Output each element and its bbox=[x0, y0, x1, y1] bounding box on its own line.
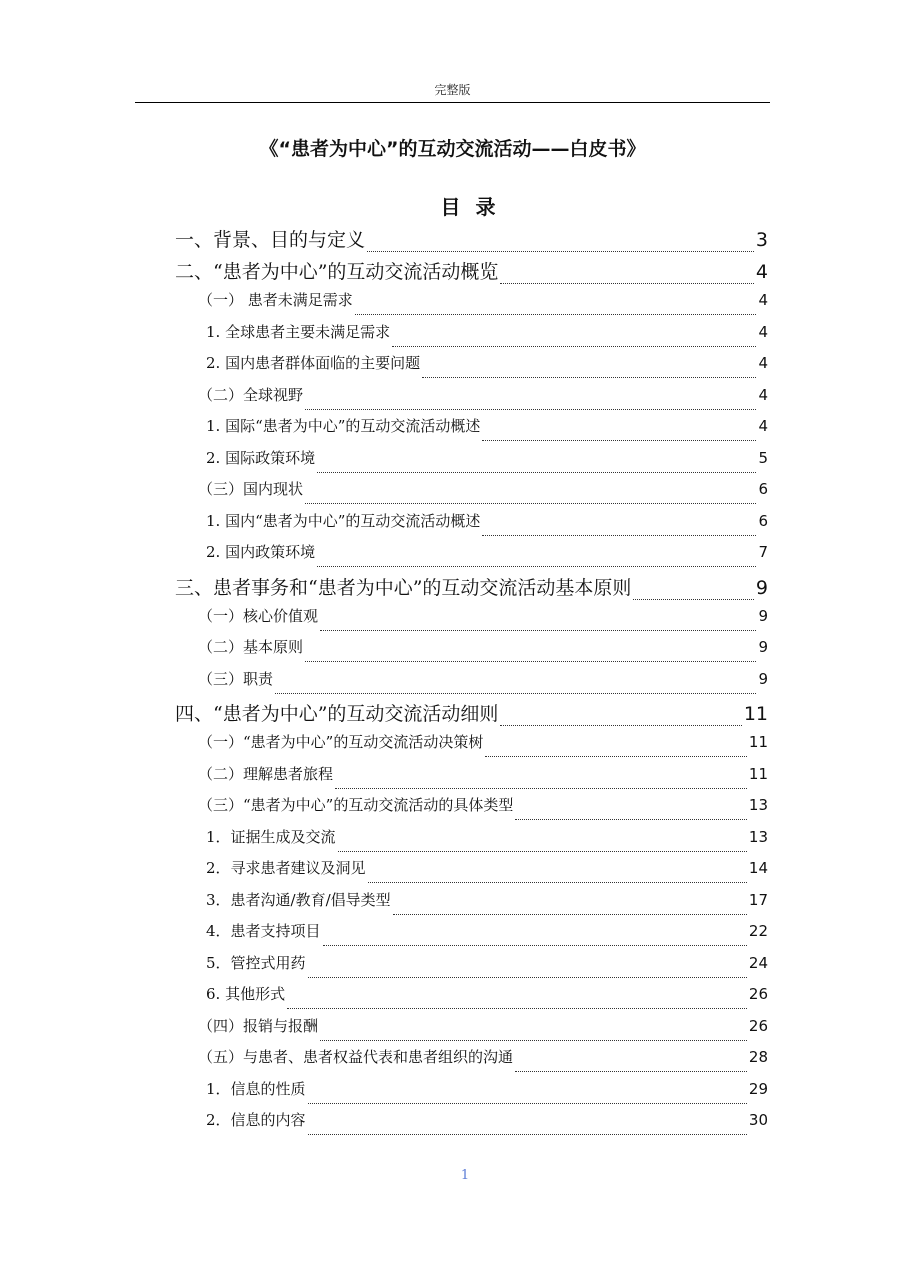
toc-entry-label: （二）基本原则 bbox=[198, 638, 304, 656]
toc-entry[interactable] bbox=[198, 794, 768, 825]
toc-dot-leader bbox=[320, 1040, 747, 1041]
page-number: 1 bbox=[460, 1168, 470, 1183]
toc-entry[interactable] bbox=[198, 731, 768, 762]
toc-entry-page: 11 bbox=[748, 764, 768, 783]
toc-entry[interactable] bbox=[198, 1046, 768, 1077]
toc-entry[interactable] bbox=[206, 352, 768, 383]
toc-entry-page: 13 bbox=[748, 827, 768, 846]
toc-entry-page: 3 bbox=[755, 229, 768, 251]
toc-dot-leader bbox=[305, 409, 756, 410]
toc-entry-page: 9 bbox=[758, 606, 768, 625]
toc-entry[interactable] bbox=[206, 1109, 768, 1140]
toc-entry-page: 22 bbox=[748, 922, 768, 940]
toc-dot-leader bbox=[317, 472, 756, 473]
toc-entry-page: 4 bbox=[758, 354, 768, 372]
toc-entry[interactable] bbox=[206, 826, 768, 857]
toc-entry-page: 24 bbox=[748, 953, 768, 972]
toc-dot-leader bbox=[500, 725, 741, 726]
toc-entry-page: 6 bbox=[758, 511, 768, 530]
toc-dot-leader bbox=[317, 566, 756, 567]
toc-entry-page: 4 bbox=[758, 322, 768, 341]
toc-entry[interactable] bbox=[175, 699, 768, 731]
toc-entry-label: 1. 全球患者主要未满足需求 bbox=[206, 322, 391, 341]
toc-entry-label: 5．管控式用药 bbox=[206, 953, 306, 972]
toc-entry-page: 13 bbox=[748, 796, 768, 814]
toc-entry-label: （二）理解患者旅程 bbox=[198, 764, 334, 783]
toc-dot-leader bbox=[320, 630, 756, 631]
toc-entry[interactable] bbox=[198, 478, 768, 509]
toc-entry-page: 29 bbox=[748, 1079, 768, 1098]
toc-entry-label: 四、“患者为中心”的互动交流活动细则 bbox=[175, 703, 499, 725]
toc-entry-page: 4 bbox=[758, 417, 768, 435]
toc-entry[interactable] bbox=[198, 605, 768, 636]
toc-dot-leader bbox=[305, 503, 756, 504]
toc-entry[interactable] bbox=[198, 763, 768, 794]
toc-entry-label: 6. 其他形式 bbox=[206, 985, 286, 1003]
toc-entry-label: 2. 国内患者群体面临的主要问题 bbox=[206, 354, 421, 372]
toc-entry[interactable] bbox=[206, 857, 768, 888]
toc-entry-page: 5 bbox=[758, 448, 768, 467]
toc-entry[interactable] bbox=[175, 257, 768, 289]
toc-dot-leader bbox=[485, 756, 747, 757]
toc-dot-leader bbox=[308, 977, 747, 978]
toc-dot-leader bbox=[515, 819, 747, 820]
toc-entry-label: （三）国内现状 bbox=[198, 480, 304, 498]
toc-entry[interactable] bbox=[198, 668, 768, 699]
toc-entry-page: 9 bbox=[758, 638, 768, 656]
toc-entry-page: 7 bbox=[758, 543, 768, 561]
toc-dot-leader bbox=[515, 1071, 747, 1072]
toc-entry[interactable] bbox=[198, 384, 768, 415]
toc-entry-page: 14 bbox=[748, 859, 768, 877]
toc-entry-label: （一）核心价值观 bbox=[198, 606, 319, 625]
toc-entry-page: 4 bbox=[758, 385, 768, 404]
toc-entry-page: 17 bbox=[748, 890, 768, 909]
toc-entry[interactable] bbox=[206, 447, 768, 478]
toc-entry[interactable] bbox=[198, 636, 768, 667]
toc-entry-page: 4 bbox=[758, 291, 768, 309]
toc-dot-leader bbox=[368, 882, 747, 883]
toc-entry[interactable] bbox=[206, 983, 768, 1014]
toc-entry-label: 2. 国际政策环境 bbox=[206, 448, 316, 467]
toc-entry-label: 4．患者支持项目 bbox=[206, 922, 321, 940]
toc-dot-leader bbox=[335, 788, 747, 789]
toc-dot-leader bbox=[393, 914, 747, 915]
toc-dot-leader bbox=[287, 1008, 747, 1009]
toc-dot-leader bbox=[367, 251, 754, 252]
toc-entry-page: 26 bbox=[748, 1016, 768, 1035]
toc-dot-leader bbox=[305, 661, 756, 662]
page-header bbox=[135, 80, 770, 103]
toc-entry-page: 30 bbox=[748, 1111, 768, 1129]
toc-entry-label: （五）与患者、患者权益代表和患者组织的沟通 bbox=[198, 1048, 514, 1066]
toc-entry[interactable] bbox=[206, 321, 768, 352]
toc-entry-page: 4 bbox=[755, 261, 768, 283]
toc-dot-leader bbox=[500, 283, 753, 284]
toc-entry-label: 2. 国内政策环境 bbox=[206, 543, 316, 561]
toc-dot-leader bbox=[338, 851, 747, 852]
toc-entry[interactable] bbox=[206, 889, 768, 920]
toc-dot-leader bbox=[392, 346, 756, 347]
toc-entry[interactable] bbox=[206, 510, 768, 541]
toc-entry-label: 1．证据生成及交流 bbox=[206, 827, 336, 846]
toc-entry-label: 三、患者事务和“患者为中心”的互动交流活动基本原则 bbox=[175, 576, 632, 599]
toc-entry[interactable] bbox=[206, 920, 768, 951]
toc-entry-label: （一）“患者为中心”的互动交流活动决策树 bbox=[198, 733, 484, 751]
toc-entry-page: 11 bbox=[748, 733, 768, 751]
toc-entry-label: 2．寻求患者建议及洞见 bbox=[206, 859, 366, 877]
toc-dot-leader bbox=[275, 693, 756, 694]
toc-entry-page: 9 bbox=[758, 669, 768, 688]
toc-entry-label: 3．患者沟通/教育/倡导类型 bbox=[206, 890, 391, 909]
toc-dot-leader bbox=[308, 1134, 747, 1135]
toc-dot-leader bbox=[633, 599, 753, 600]
toc-entry-label: 1. 国际“患者为中心”的互动交流活动概述 bbox=[206, 417, 481, 435]
toc-entry-label: （三）职责 bbox=[198, 669, 274, 688]
toc-entry-page: 9 bbox=[755, 576, 768, 599]
toc-entry[interactable] bbox=[175, 573, 768, 605]
toc-dot-leader bbox=[482, 535, 756, 536]
toc-entry[interactable] bbox=[206, 541, 768, 572]
toc-entry-label: （二）全球视野 bbox=[198, 385, 304, 404]
toc-entry-label: （一） 患者未满足需求 bbox=[198, 291, 353, 309]
toc-entry[interactable] bbox=[206, 952, 768, 983]
toc-entry-label: （四）报销与报酬 bbox=[198, 1016, 319, 1035]
toc-entry-page: 11 bbox=[743, 703, 768, 725]
toc-entry-label: 2．信息的内容 bbox=[206, 1111, 306, 1129]
toc-entry-label: 1．信息的性质 bbox=[206, 1079, 306, 1098]
toc-entry-label: 一、背景、目的与定义 bbox=[175, 229, 366, 251]
toc-entry[interactable] bbox=[198, 289, 768, 320]
toc-dot-leader bbox=[482, 440, 756, 441]
toc-entry[interactable] bbox=[206, 1078, 768, 1109]
toc-entry[interactable] bbox=[206, 415, 768, 446]
toc-dot-leader bbox=[355, 314, 757, 315]
header-text: 完整版 bbox=[434, 83, 471, 97]
toc-dot-leader bbox=[422, 377, 756, 378]
toc-entry-page: 28 bbox=[748, 1048, 768, 1066]
document-title: 《“患者为中心”的互动交流活动——白皮书》 bbox=[259, 138, 646, 160]
toc-entry-label: 二、“患者为中心”的互动交流活动概览 bbox=[175, 261, 499, 283]
toc-entry-label: 1. 国内“患者为中心”的互动交流活动概述 bbox=[206, 511, 481, 530]
toc-dot-leader bbox=[308, 1103, 747, 1104]
toc-entry[interactable] bbox=[198, 1015, 768, 1046]
toc-entry-label: （三）“患者为中心”的互动交流活动的具体类型 bbox=[198, 796, 514, 814]
toc-dot-leader bbox=[323, 945, 747, 946]
toc-entry-page: 6 bbox=[758, 480, 768, 498]
toc-heading: 目 录 bbox=[440, 195, 500, 219]
toc-entry-page: 26 bbox=[748, 985, 768, 1003]
toc-entry[interactable] bbox=[175, 225, 768, 257]
